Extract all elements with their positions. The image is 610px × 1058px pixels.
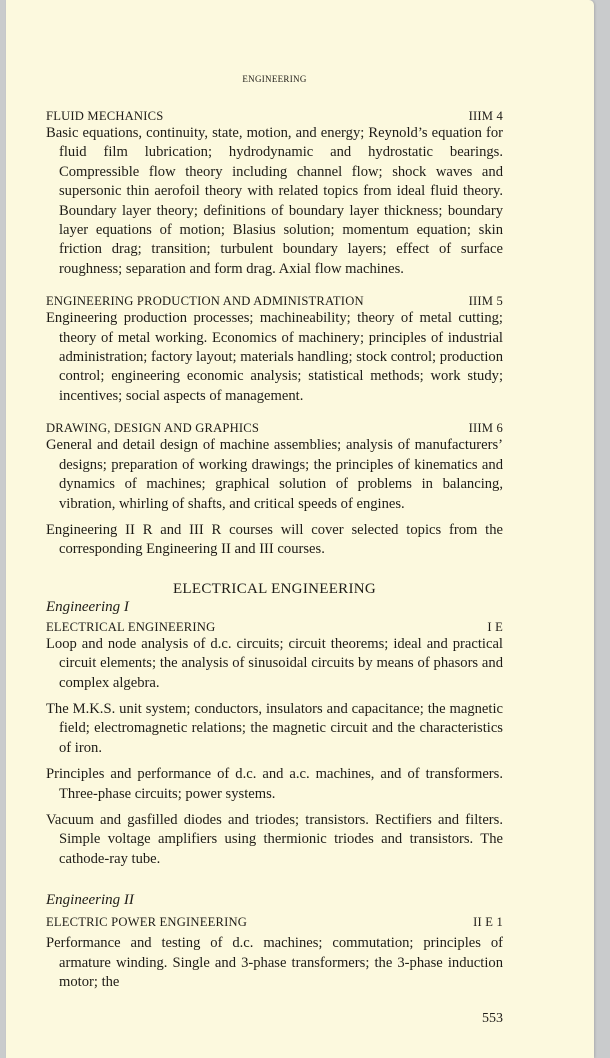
section-title: ELECTRICAL ENGINEERING <box>172 580 377 597</box>
course-code: IIIM 5 <box>468 294 503 309</box>
course-heading <box>46 108 503 124</box>
page-number: 553 <box>482 1011 503 1027</box>
year-label: Engineering I <box>46 598 129 615</box>
course-description: Engineering production processes; machineability; theory of metal cutting; theory of metal working. Economics of machinery; principles of industrial administration; factory layout; materials handling; stock control; production control; engineering economic analysis; statistical methods; work study; incentives; social aspects of management. <box>46 310 503 404</box>
course-fluid-mechanics <box>46 108 503 279</box>
course-heading <box>46 914 503 930</box>
course-code: IIIM 6 <box>468 421 503 436</box>
page-content <box>46 8 503 1028</box>
electrical-engineering-section <box>46 580 503 993</box>
course-note: Engineering II R and III R courses will cover selected topics from the corresponding Engineering II and III courses. <box>46 521 503 558</box>
course-title: DRAWING, DESIGN AND GRAPHICS <box>46 421 260 436</box>
course-code: II E 1 <box>473 915 503 930</box>
running-head: ENGINEERING <box>242 74 307 84</box>
course-heading <box>46 619 503 635</box>
course-title: FLUID MECHANICS <box>46 109 164 123</box>
course-description: Basic equations, continuity, state, motion, and energy; Reynold’s equation for fluid film lubrication; hydrodynamic and hydrostatic bearings. Compressible flow theory including channel flow; shock waves and supersonic thin aerofoil theory with related topics from ideal fluid theory. Boundary layer theory; definitions of boundary layer thickness; boundary layer equations of motion; Blasius solution; momentum equation; skin friction drag; transition; turbulent boundary layers; effect of surface roughness; separation and form drag. Axial flow machines. <box>46 125 503 277</box>
course-description: The M.K.S. unit system; conductors, insulators and capacitance; the magnetic field; electromagnetic relations; the magnetic circuit and the characteristics of iron. <box>46 700 503 756</box>
course-heading <box>46 293 503 309</box>
course-code: I E <box>487 619 503 634</box>
course-drawing-design-graphics <box>46 420 503 559</box>
course-heading <box>46 420 503 436</box>
course-code: IIIM 4 <box>468 109 503 123</box>
course-description: Principles and performance of d.c. and a.c. machines, and of transformers. Three-phase circuits; power systems. <box>46 766 503 802</box>
book-page <box>6 0 594 1058</box>
course-description: General and detail design of machine assemblies; analysis of manufacturers’ designs; preparation of working drawings; the principles of kinematics and dynamics of machines; graphical solution of problems in balancing, vibration, whirling of shafts, and critical speeds of engines. <box>46 437 503 512</box>
year-label: Engineering II <box>46 892 134 909</box>
course-description: Loop and node analysis of d.c. circuits; circuit theorems; ideal and practical circuit elements; the analysis of sinusoidal circuits by means of phasors and complex algebra. <box>46 635 503 691</box>
course-engineering-production <box>46 293 503 406</box>
course-title: ELECTRIC POWER ENGINEERING <box>46 915 248 930</box>
course-title: ENGINEERING PRODUCTION AND ADMINISTRATION <box>46 294 364 309</box>
course-description: Vacuum and gasfilled diodes and triodes; transistors. Rectifiers and filters. Simple voltage amplifiers using thermionic triodes and transistors. The cathode-ray tube. <box>46 811 503 867</box>
course-title: ELECTRICAL ENGINEERING <box>46 619 216 634</box>
course-description: Performance and testing of d.c. machines; commutation; principles of armature winding. Single and 3-phase transformers; the 3-phase induction motor; the <box>46 935 503 990</box>
